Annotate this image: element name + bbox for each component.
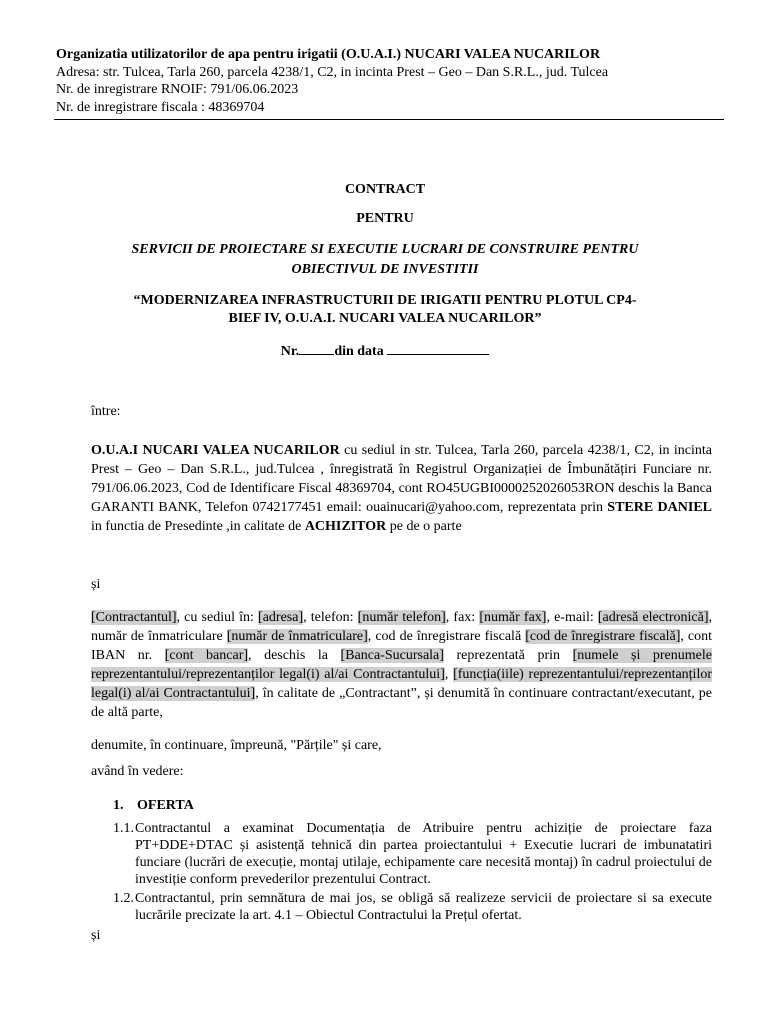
party1-representative: STERE DANIEL bbox=[607, 500, 712, 515]
party1-role: ACHIZITOR bbox=[304, 519, 387, 534]
date-label: din data bbox=[334, 344, 384, 359]
title-services-line2: OBIECTIVUL DE INVESTITII bbox=[291, 262, 479, 277]
party2-text: , bbox=[444, 667, 454, 682]
field-fiscal-code: [cod de înregistrare fiscală] bbox=[525, 629, 681, 644]
closing-and-label: și bbox=[91, 928, 101, 943]
clause-number: 1.2. bbox=[113, 891, 134, 906]
party2-text: , în calitate de „Contractant”, și denumită în continuare contractant/executant, pe de altă parte, bbox=[91, 686, 712, 720]
title-project-line2: BIEF IV, O.U.A.I. NUCARI VALEA NUCARILOR” bbox=[228, 311, 542, 326]
nr-blank bbox=[299, 341, 334, 355]
party2-text: , telefon: bbox=[303, 610, 358, 625]
party1-paragraph bbox=[91, 441, 712, 536]
title-services bbox=[60, 240, 710, 280]
date-blank bbox=[387, 341, 489, 355]
organization-name: Organizatia utilizatorilor de apa pentru irigatii (O.U.A.I.) NUCARI VALEA NUCARILOR bbox=[56, 47, 601, 62]
party2-paragraph bbox=[91, 608, 712, 722]
title-contract: CONTRACT bbox=[344, 182, 426, 197]
clause-1-2 bbox=[113, 890, 712, 924]
party2-text: , număr de înmatriculare bbox=[91, 610, 713, 644]
fiscal-number: Nr. de inregistrare fiscala : 48369704 bbox=[56, 99, 265, 115]
party2-text: , cu sediul în: bbox=[176, 610, 259, 625]
field-fax: [număr fax] bbox=[479, 610, 547, 625]
field-representative-name: [numele și prenumele reprezentantului/reprezentanților legal(i) al/ai Contractantului] bbox=[91, 648, 712, 682]
party1-name: O.U.A.I NUCARI VALEA NUCARILOR bbox=[91, 443, 340, 458]
title-project bbox=[60, 292, 710, 328]
party2-text: , e-mail: bbox=[546, 610, 598, 625]
field-phone: [număr telefon] bbox=[357, 610, 446, 625]
letterhead bbox=[56, 46, 712, 116]
party2-text: , fax: bbox=[445, 610, 480, 625]
clause-text: Contractantul a examinat Documentația de Atribuire pentru achiziție de proiectare faza PT+DDE+DTAC și asistență tehnică din partea proiectantului + Executie lucrari de imbunatatiri funciare (lucrări de execuție, montaj utilaje, echipamente care necesită montaj) în cadrul proiectului de investiție conform prevederilor prezentului Contract. bbox=[135, 821, 712, 887]
party2-text: , cont IBAN nr. bbox=[91, 629, 713, 663]
clause-number: 1.1. bbox=[113, 821, 134, 836]
party2-text: , cod de înregistrare fiscală bbox=[367, 629, 526, 644]
section-title: OFERTA bbox=[137, 798, 194, 813]
parties-definition: denumite, în continuare, împreună, "Părțile" și care, bbox=[91, 738, 382, 753]
between-label: între: bbox=[91, 404, 121, 419]
title-project-line1: “MODERNIZAREA INFRASTRUCTURII DE IRIGATII PENTRU PLOTUL CP4- bbox=[133, 293, 637, 308]
party2-text: reprezentată prin bbox=[443, 648, 573, 663]
header-divider bbox=[54, 119, 724, 120]
clause-1-1 bbox=[113, 820, 712, 888]
party1-text: in functia de Presedinte ,in calitate de bbox=[91, 519, 305, 534]
nr-label: Nr. bbox=[280, 344, 300, 359]
organization-address: Adresa: str. Tulcea, Tarla 260, parcela 4238/1, C2, in incinta Prest – Geo – Dan S.R.L., jud. Tulcea bbox=[56, 64, 609, 80]
field-contractant: [Contractantul] bbox=[91, 610, 177, 625]
field-representative-function: [funcția(iile) reprezentantului/reprezentanților legal(i) al/ai Contractantului] bbox=[91, 667, 713, 701]
considering-label: având în vedere: bbox=[91, 764, 184, 779]
field-bank-account: [cont bancar] bbox=[164, 648, 249, 663]
rnoif-number: Nr. de inregistrare RNOIF: 791/06.06.2023 bbox=[56, 82, 299, 97]
field-address: [adresa] bbox=[258, 610, 304, 625]
field-bank-branch: [Banca-Sucursala] bbox=[340, 648, 444, 663]
section-heading-oferta bbox=[113, 798, 194, 814]
and-label: și bbox=[91, 577, 101, 592]
title-services-line1: SERVICII DE PROIECTARE SI EXECUTIE LUCRARI DE CONSTRUIRE PENTRU bbox=[131, 242, 639, 257]
section-number: 1. bbox=[113, 798, 124, 813]
party1-text: cu sediul in str. Tulcea, Tarla 260, parcela 4238/1, C2, in incinta Prest – Geo – Dan S.R.L., jud.Tulcea , înregistrată în Registrul Organizației de Îmbunătățiri Funciare nr. 791/06.06.2023, Cod de Identificare Fiscal 48369704, cont RO45UGBI0000252026053RON deschis la Banca GARANTI BANK, Telefon 0742177451 email: ouainucari@yahoo.com, reprezentata prin bbox=[91, 443, 712, 515]
title-pentru: PENTRU bbox=[356, 211, 414, 226]
party1-text: pe de o parte bbox=[386, 519, 462, 534]
field-registration-number: [număr de înmatriculare] bbox=[226, 629, 368, 644]
party2-text: , deschis la bbox=[248, 648, 341, 663]
clause-text: Contractantul, prin semnătura de mai jos, se obligă să realizeze servicii de proiectare si sa execute lucrările precizate la art. 4.1 – Obiectul Contractului la Prețul ofertat. bbox=[135, 891, 712, 923]
field-email: [adresă electronică] bbox=[597, 610, 709, 625]
contract-number-line bbox=[60, 341, 710, 360]
